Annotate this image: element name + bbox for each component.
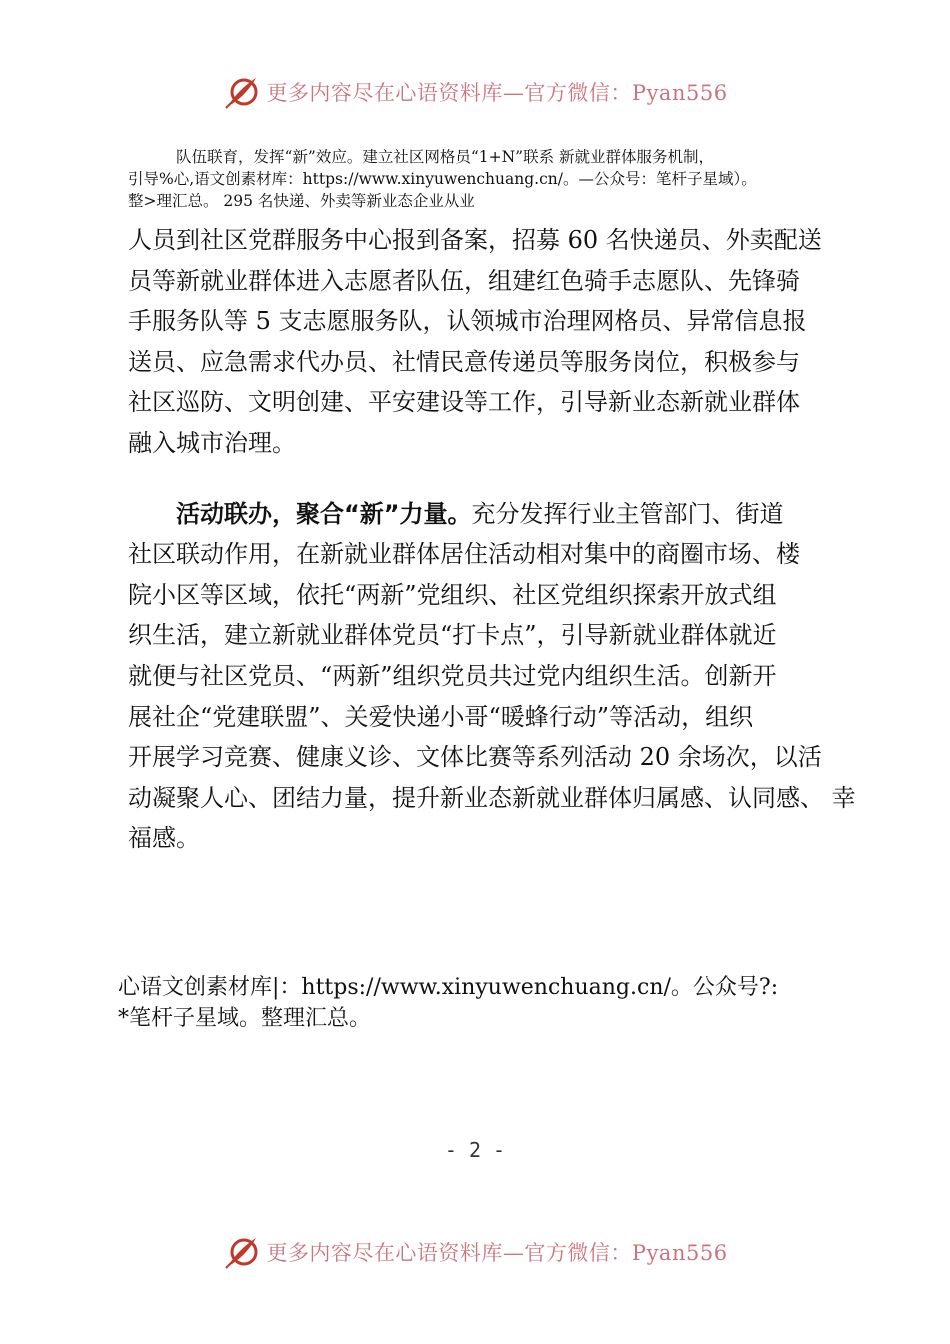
text-line: 展社企“党建联盟”、关爱快递小哥“暖蜂行动”等活动，组织 xyxy=(128,702,754,731)
text-line: 人员到社区党群服务中心报到备案，招募 60 名快递员、外卖配送 xyxy=(128,226,822,254)
text-fragment: 充分发挥行业主管部门、街道 xyxy=(471,499,784,528)
small-text-line: 整>理汇总。 295 名快递、外卖等新业态企业从业 xyxy=(128,192,475,210)
text-line: 开展学习竞赛、健康义诊、文体比赛等系列活动 20 余场次，以活 xyxy=(128,743,822,772)
header-watermark-banner xyxy=(0,72,950,112)
text-line: 福感。 xyxy=(128,824,200,853)
text-line: 织生活，建立新就业群体党员“打卡点”，引导新就业群体就近 xyxy=(128,621,777,650)
text-line: 院小区等区域，依托“两新”党组织、社区党组织探索开放式组 xyxy=(128,580,777,609)
banner-text: 更多内容尽在心语资料库—官方微信：Pyan556 xyxy=(266,1241,728,1265)
source-note xyxy=(118,972,858,1034)
text-line: 手服务队等 5 支志愿服务队，认领城市治理网格员、异常信息报 xyxy=(128,307,807,336)
page-number: - 2 - xyxy=(444,1138,506,1162)
footer-watermark-banner xyxy=(0,1232,950,1272)
source-note-line: *笔杆子星域。整理汇总。 xyxy=(118,1006,372,1031)
text-line: 员等新就业群体进入志愿者队伍，组建红色骑手志愿队、先锋骑 xyxy=(128,266,800,295)
source-note-line: 心语文创素材库|：https://www.xinyuwenchuang.cn/。公众号?: xyxy=(118,975,779,1000)
text-line: 就便与社区党员、“两新”组织党员共过党内组织生活。创新开 xyxy=(128,661,777,690)
banner-text: 更多内容尽在心语资料库—官方微信：Pyan556 xyxy=(266,81,728,105)
feather-logo-icon xyxy=(222,72,262,112)
paragraph-2 xyxy=(128,494,856,859)
paragraph-heading: 活动联办，聚合“新”力量。 xyxy=(176,499,472,528)
small-text-block xyxy=(128,146,848,212)
paragraph-1 xyxy=(128,220,840,464)
text-line: 动凝聚人心、团结力量，提升新业态新就业群体归属感、认同感、 幸 xyxy=(128,783,856,812)
text-line xyxy=(128,494,840,535)
text-line: 社区联动作用，在新就业群体居住活动相对集中的商圈市场、楼 xyxy=(128,540,800,569)
small-text-line: 队伍联育，发挥“新”效应。建立社区网格员“1+N”联系 新就业群体服务机制， xyxy=(176,148,715,166)
text-line: 送员、应急需求代办员、社情民意传递员等服务岗位，积极参与 xyxy=(128,347,800,376)
small-text-line: 引导%心,语文创素材库：https://www.xinyuwenchuang.cn/。—公众号：笔杆子星域）。 xyxy=(128,170,757,188)
document-body xyxy=(128,220,856,859)
text-line: 融入城市治理。 xyxy=(128,428,296,457)
text-line: 社区巡防、文明创建、平安建设等工作，引导新业态新就业群体 xyxy=(128,388,800,417)
feather-logo-icon xyxy=(222,1232,262,1272)
